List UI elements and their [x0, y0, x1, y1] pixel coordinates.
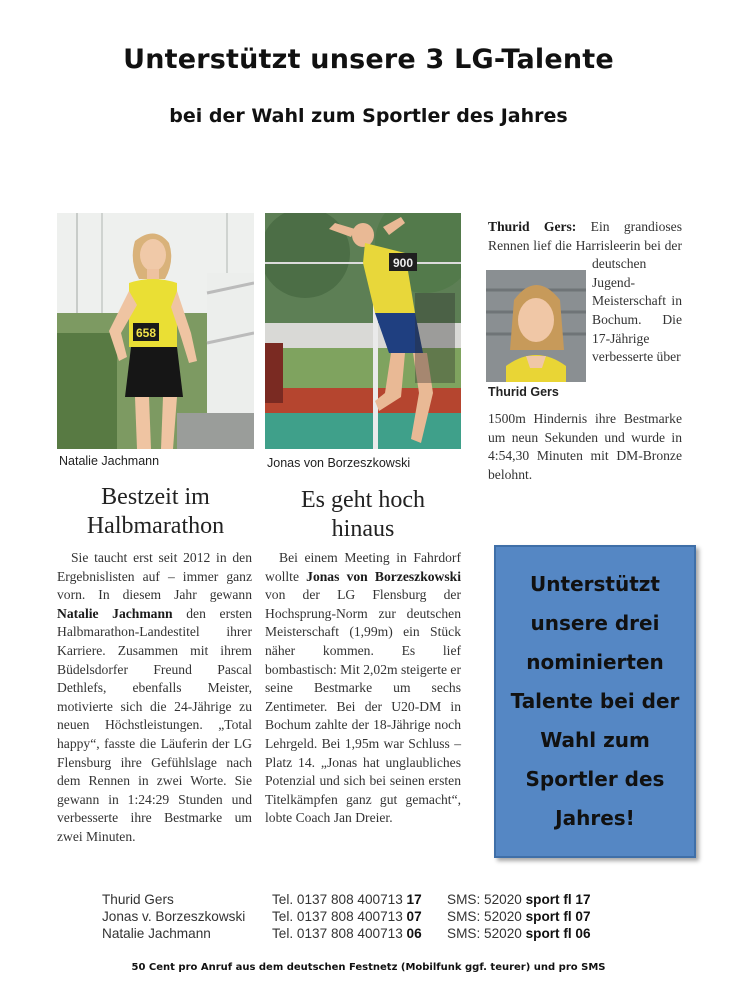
- article-text: Bei einem Meeting in Fahrdorf wollte: [265, 550, 461, 584]
- bib-900: 900: [392, 256, 414, 270]
- athlete-name: Thurid Gers:: [488, 219, 577, 234]
- promo-box: [494, 545, 696, 858]
- headline-line: Bestzeit im: [101, 484, 210, 510]
- page-title: Unterstützt unsere 3 LG-Talente: [123, 44, 614, 75]
- sms-keyword: sport fl 07: [525, 909, 591, 924]
- athlete-name: Natalie Jachmann: [57, 605, 173, 621]
- article-text: von der LG Flensburg der Hochsprung-Norm zur deutschen Meisterschaft (1,99m) ein Stück näher kommen. Es lief bombastisch: Mit 2,02m steigerte er seine Bestmarke um sechs Zentimeter. Bei der U20-DM in Bochum zahlte der 18-Jährige noch Lehrgeld. Bei 1,95m war Schluss – Platz 14. „Jonas hat unglaubliches Potenzial und sich bei seinen ersten Titelkämpfen ganz gut gemacht“, lobte Coach Jan Dreier.: [265, 587, 461, 826]
- article-natalie-jachmann: [57, 549, 252, 847]
- contact-phone[interactable]: [272, 926, 422, 941]
- contact-sms[interactable]: [447, 926, 591, 941]
- article-thurid-gers-top: [488, 218, 682, 388]
- headline-line: Halbmarathon: [86, 513, 225, 539]
- article-text: 1500m Hindernis ihre Bestmarke um neun Sekunden und wurde in 4:54,30 Minuten mit DM-Bronze belohnt.: [488, 411, 682, 482]
- contact-sms[interactable]: [447, 909, 591, 924]
- headline-halbmarathon: [57, 483, 254, 541]
- contact-phone[interactable]: [272, 892, 422, 907]
- article-text: Ein grandioses Rennen lief die Harrisleerin bei der deutschen Jugend-Meisterschaft in Bochum. Die 17-Jährige verbesserte über: [488, 219, 683, 365]
- headline-line: Es geht hoch: [301, 487, 425, 513]
- phone-suffix: 07: [406, 909, 422, 924]
- headline-line: hinaus: [331, 516, 395, 542]
- phone-number: Tel. 0137 808 400713: [272, 926, 407, 941]
- page-subtitle: bei der Wahl zum Sportler des Jahres: [169, 105, 568, 127]
- sms-number: SMS: 52020: [447, 892, 526, 907]
- contact-phone[interactable]: [272, 909, 422, 924]
- sms-keyword: sport fl 06: [525, 926, 591, 941]
- sms-number: SMS: 52020: [447, 926, 526, 941]
- contact-sms[interactable]: [447, 892, 591, 907]
- sms-number: SMS: 52020: [447, 909, 526, 924]
- pricing-footnote: 50 Cent pro Anruf aus dem deutschen Festnetz (Mobilfunk ggf. teurer) und pro SMS: [131, 962, 606, 973]
- headline-hochsprung: [265, 486, 461, 544]
- photo-natalie-jachmann: [57, 213, 254, 449]
- caption-natalie-jachmann: Natalie Jachmann: [59, 454, 160, 468]
- contact-name: Jonas v. Borzeszkowski: [102, 909, 246, 924]
- athlete-name: Jonas von Borzeszkowski: [306, 568, 461, 584]
- photo-jonas-von-borzeszkowski: [265, 213, 461, 449]
- phone-number: Tel. 0137 808 400713: [272, 892, 407, 907]
- caption-thurid-gers: Thurid Gers: [488, 385, 559, 399]
- sms-keyword: sport fl 17: [525, 892, 591, 907]
- phone-suffix: 06: [406, 926, 422, 941]
- phone-number: Tel. 0137 808 400713: [272, 909, 407, 924]
- article-text: Sie taucht erst seit 2012 in den Ergebnislisten auf – immer ganz vorn. In diesem Jahr gewann: [57, 550, 252, 603]
- article-thurid-gers-bottom: [488, 410, 682, 490]
- article-text: den ersten Halbmarathon-Landestitel ihrer Karriere. Zusammen mit ihrem Büdelsdorfer Freund Pascal Dethlefs, ebenfalls Meister, motivierte sich die 24-Jährige zu neuen Höchstleistungen. „Total happy“, fasste die Läuferin der LG Flensburg ihre Gefühlslage nach dem Rennen in zwei Worte. Sie gewann in 1:24:29 Stunden und verbesserte ihre Bestmarke um zwei Minuten.: [57, 605, 252, 844]
- contact-name: Thurid Gers: [102, 892, 174, 907]
- caption-jonas-von-borzeszkowski: Jonas von Borzeszkowski: [267, 456, 411, 470]
- bib-658: 658: [135, 326, 157, 340]
- promo-text: Unterstützt unsere drei nominierten Talente bei der Wahl zum Sportler des Jahres!: [510, 572, 680, 830]
- article-jonas-von-borzeszkowski: [265, 549, 461, 828]
- phone-suffix: 17: [406, 892, 422, 907]
- contact-name: Natalie Jachmann: [102, 926, 211, 941]
